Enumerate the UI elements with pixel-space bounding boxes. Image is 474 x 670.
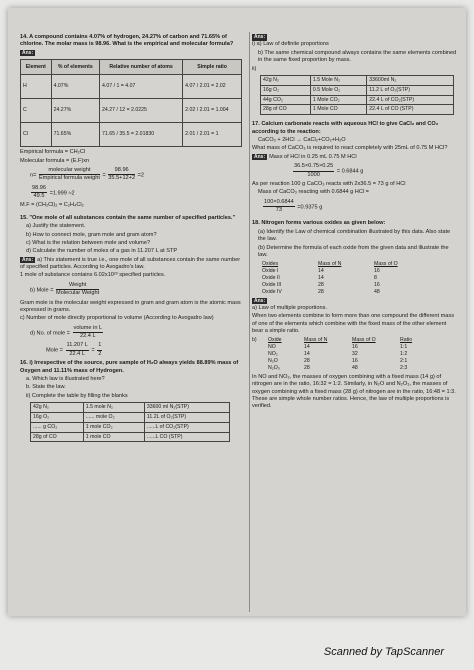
table-header-cell: Element [21,60,52,75]
q17-mass-text: Mass of CaCO₃ reacting with 0.6844 g HCl = [258,189,369,196]
table-row [261,105,454,115]
table-cell: 33600 ml N₂(STP) [144,403,229,413]
table-cell: N₂O [268,358,278,365]
table-cell: 1.5 mole N₂ [83,403,144,413]
table-row [261,75,454,85]
table-cell: 16g O₂ [31,412,84,422]
molecular-formula-result: M.F = (CH₂Cl)₂ = C₂H₄Cl₂ [20,202,84,209]
table-row [262,282,404,289]
table-row [21,75,242,99]
table-row [262,261,404,268]
molecular-formula: Molecular formula = (E.F)xn [20,157,90,164]
q15-answer-a-text: a) This statement is true i.e., one mole of all substances contain the same number of specified particles. According to Avogadro's law. [20,256,241,270]
table-cell: Oxide II [262,275,280,282]
q16-answer-table [260,75,454,115]
q17-mass-calc [262,199,458,215]
table-cell: NO [268,344,276,351]
q17-hcl-result: = 0.6844 g [336,168,364,175]
table-cell: 4.07 / 2.01 = 2.02 [183,75,242,99]
q15-b: b) How to connect mole, gram mole and gram atom? [26,231,157,238]
mole-lhs: b) Mole = [30,287,54,294]
table-cell: ......L CO (STP) [144,432,229,442]
n-lhs: n= [30,172,37,179]
table-cell: 1 mole CO [83,432,144,442]
table-cell: 14 [304,344,310,351]
table-cell: 11.2 L of O₂(STP) [367,85,454,95]
table-cell: 28g of CO [31,432,84,442]
table-cell: 44g CO₂ [261,95,311,105]
table-row [252,358,418,365]
table-cell: 22.4 L of CO (STP) [367,105,454,115]
fraction-numerator: Weight [56,282,99,290]
equals: = [102,172,106,179]
table-cell: 24.27 / 12 = 2.0225 [100,99,183,123]
n-calculation-2 [30,185,246,201]
fraction-denominator: 1000 [307,171,320,178]
table-row [252,351,418,358]
q18-ratio-table [252,337,418,371]
fraction-numerator: 36.5×0.75×0.25 [293,163,334,171]
table-cell: 1.5 Mole N₂ [310,75,366,85]
table-cell: 42g N₂ [261,75,311,85]
q18-a: (a) Identify the Law of chemical combination illustrated by this data. Also state the law. [258,228,451,243]
fraction-denominator: 49.5 [33,193,45,199]
table-cell: 2:1 [400,358,408,365]
q14-table [20,59,242,147]
table-row [262,275,404,282]
table-cell: 1 Mole CO [310,105,366,115]
table-cell: 16g O₂ [261,85,311,95]
q16-b: b. State the law. [26,384,66,391]
table-cell: ...... mole O₂ [83,412,144,422]
q14-ans-label: Ans: [22,49,34,56]
fraction [31,185,47,201]
table-cell: 2.02 / 2.01 = 1.004 [183,99,242,123]
table-cell: 0.5 Mole O₂ [310,85,366,95]
table-cell: 71.65% [51,123,99,147]
table-cell: 32 [352,351,358,358]
table-cell: 8 [374,275,377,282]
table-row [31,412,230,422]
table-cell: 28 [304,364,310,371]
q17-text: 17. Calcium carbonate reacts with aqueous HCl to give CaCl₂ and CO₂ according to the reaction: [252,121,439,135]
q16-table [30,402,230,442]
n2-result: =1.999 ≈2 [49,189,75,196]
table-cell: 14 [318,268,324,275]
table-cell: 4.07 / 1 = 4.07 [100,75,183,99]
table-cell: Oxide I [262,268,279,275]
fraction [56,282,99,298]
table-cell: 28 [318,281,324,288]
q18-oxides-table [262,261,404,295]
q18-answer-a2: When two elements combine to form more than one compound the different mass of one of the elements which combine with the fixed mass of the other element bear a simple ratio. [252,313,454,335]
table-cell: ......L of CO₂(STP) [144,422,229,432]
table-cell: 24.27% [51,99,99,123]
q17-per-reaction: As per reaction 100 g CaCO₃ reacts with 2x36.5 = 73 g of HCl [252,180,406,187]
table-header-cell: % of elements [51,60,99,75]
q16-a: a. Which law is illustrated here? [26,375,105,382]
q17-equation: CaCO₃ + 2HCl → CaCl₂+CO₂+H₂O [258,137,346,144]
table-cell: Oxide IV [262,288,282,295]
table-row [31,403,230,413]
q16-ans-label: Ans: [254,34,266,40]
fraction [263,199,295,215]
q16-c: ii) Complete the table by filling the blanks [26,392,128,399]
q15-answer-a2: 1 mole of substance contains 6.02x10²³ specified particles. [20,272,166,279]
q15-ans-label: Ans: [22,256,34,263]
fraction [108,167,135,183]
q14-text: 14. A compound contains 4.07% of hydrogen, 24.27% of carbon and 71.65% of chlorine. The molar mass is 98.96. What is the empirical and molecular formula? [20,34,234,48]
scanned-page [8,8,466,616]
q15-answer-a [20,257,246,272]
column-divider [249,32,250,612]
mole-formula [30,282,246,298]
q18-conclusion: In NO and NO₂, the masses of oxygen combining with a fixed mass (14 g) of nitrogen are in the ratio, 16:32 = 1:2. Similarly, in N₂O and N₂O₃, the masses of oxygen combining with a fixed mass (28 g) of nitrogen are in the ratio, 16:48 = 1:3. These are simple whole number ratios. Hence, the law of multiple proportions is verified. [252,373,456,410]
empirical-formula: Empirical formula = CH₂Cl [20,149,86,156]
q16-answer-i-b: b) The same chemical compound always contains the same elements combined in the same fixed proportion by mass. [258,49,457,64]
q18-b-label: b) [252,337,257,344]
fraction-numerator: 1 [97,342,102,350]
table-cell: 4.07% [51,75,99,99]
table-cell: Oxide III [262,281,282,288]
table-cell: N₂O₃ [268,364,280,371]
table-cell: 16 [374,281,380,288]
q18-text: 18. Nitrogen forms various oxides as given below: [252,220,386,227]
fraction [73,325,104,341]
q15-c: c) What is the relation between mole and volume? [26,239,151,246]
fraction-denominator: 22.4 L [69,350,85,357]
fraction-denominator: 2 [98,350,102,357]
q16-text: 16. i) Irrespective of the source, pure sample of H₂O always yields 88.89% mass of Oxygen and 11.11% mass of Hydrogen. [20,360,239,374]
table-header-cell: Mass of O [374,261,398,268]
fraction [97,342,102,358]
fraction-denominator: 73 [275,207,282,214]
table-cell: 14 [304,351,310,358]
table-cell: 1:2 [400,351,408,358]
table-cell: 28 [304,358,310,365]
table-cell: 2:3 [400,364,408,371]
table-row [261,95,454,105]
q17-answer [252,154,458,161]
mole-volume-formula [30,325,246,341]
table-row [252,365,418,372]
table-row [262,289,404,296]
fraction-numerator: volume in L [73,325,104,333]
table-header-cell: Mass of N [304,337,328,344]
table-cell: 1 mole CO₂ [83,422,144,432]
table-cell: Cl [21,123,52,147]
table-cell: C [21,99,52,123]
q18-ans-label: Ans: [254,297,266,304]
table-cell: 28g of CO [261,105,311,115]
table-row [21,99,242,123]
table-header-cell: Mass of N [318,261,342,268]
table-cell: 11.2L of O₂(STP) [144,412,229,422]
table-row [31,432,230,442]
table-cell: 48 [352,364,358,371]
scanner-watermark: Scanned by TapScanner [323,646,444,658]
fraction [66,342,89,358]
q15-a: a) Justify the statement. [26,223,86,230]
table-cell: 48 [374,288,380,295]
table-cell: ...... g CO₂ [31,422,84,432]
q15-answer-c: c) Number of mole directly proportional to volume (According to Avogadro law) [20,315,214,322]
q16-answer-i: i) a) Law of definite proportions [252,41,329,48]
table-header-cell: Mass of O [352,337,376,344]
mole-result-lhs: Mole = [46,347,63,354]
table-cell: H [21,75,52,99]
table-row [31,422,230,432]
q17-question: What mass of CaCO₃ is required to react completely with 25mL of 0.75 M HCl? [252,145,448,152]
q17-ans-label: Ans: [254,153,266,160]
fraction [39,167,100,183]
fraction-denominator: Molecular Weight [56,290,100,297]
table-row [21,123,242,147]
q15-d: d) Calculate the number of moles of a gas in 11.207 L at STP [26,248,178,255]
table-cell: 14 [318,275,324,282]
table-header-cell: Relative number of atoms [100,60,183,75]
table-cell: 16 [352,344,358,351]
fraction-denominator: 22.4 L [80,333,96,339]
q18-answer-a: a) Law of multiple proportions. [252,304,327,311]
table-header-cell: Simple ratio [183,60,242,75]
table-header-cell: Ratio [400,337,413,344]
table-cell: 22.4 L of CO₂(STP) [367,95,454,105]
table-row [252,344,418,351]
table-cell: 28 [318,288,324,295]
q16-answer-ii: ii) [252,65,257,72]
fraction-numerator: molecular weight [39,167,100,175]
table-cell: 71.65 / 35.5 = 2.01830 [100,123,183,147]
n-result: =2 [137,172,145,179]
equals: = [91,347,95,354]
q17-hcl-calc [292,163,458,179]
fraction-numerator: 98.96 [108,167,135,175]
fraction-denominator: 35.5+12+2 [108,175,136,182]
fraction-denominator: Empirical formula weight [38,175,100,182]
q14-table-header [21,60,242,75]
table-cell: 42g N₂ [31,403,84,413]
right-column [252,34,458,412]
fraction-numerator: 100×0.6844 [263,199,295,207]
table-row [252,337,418,344]
fraction-numerator: 98.96 [31,185,47,193]
table-cell: NO₂ [268,351,278,358]
mole-result [46,342,246,358]
fraction [293,163,334,179]
table-row [261,85,454,95]
table-header-cell: Oxides [262,261,279,268]
table-cell: 1 Mole CO₂ [310,95,366,105]
mole-volume-lhs: d) No. of mole = [30,329,70,336]
left-column [20,34,246,444]
fraction-numerator: 11.207 L [66,342,89,350]
q15-text: 15. "One mole of all substances contain the same number of specified particles." [20,214,236,221]
n-calculation [30,167,246,183]
table-cell: 2.01 / 2.01 = 1 [183,123,242,147]
table-cell: 16 [352,358,358,365]
table-cell: 33600ml N₂ [367,75,454,85]
table-header-cell: Oxide [268,337,282,344]
q17-answer-text: Mass of HCl in 0.25 mL 0.75 M HCl [269,153,357,160]
q15-answer-b: Gram mole is the molecular weight expressed in gram and gram atom is the atomic mass expressed in grams. [20,299,241,313]
table-cell: 1:1 [400,344,408,351]
table-cell: 16 [374,268,380,275]
table-row [262,268,404,275]
q18-b: (b) Determine the formula of each oxide from the given data and illustrate the law. [258,244,449,258]
q17-mass-result: =0.9375 g [297,204,323,211]
